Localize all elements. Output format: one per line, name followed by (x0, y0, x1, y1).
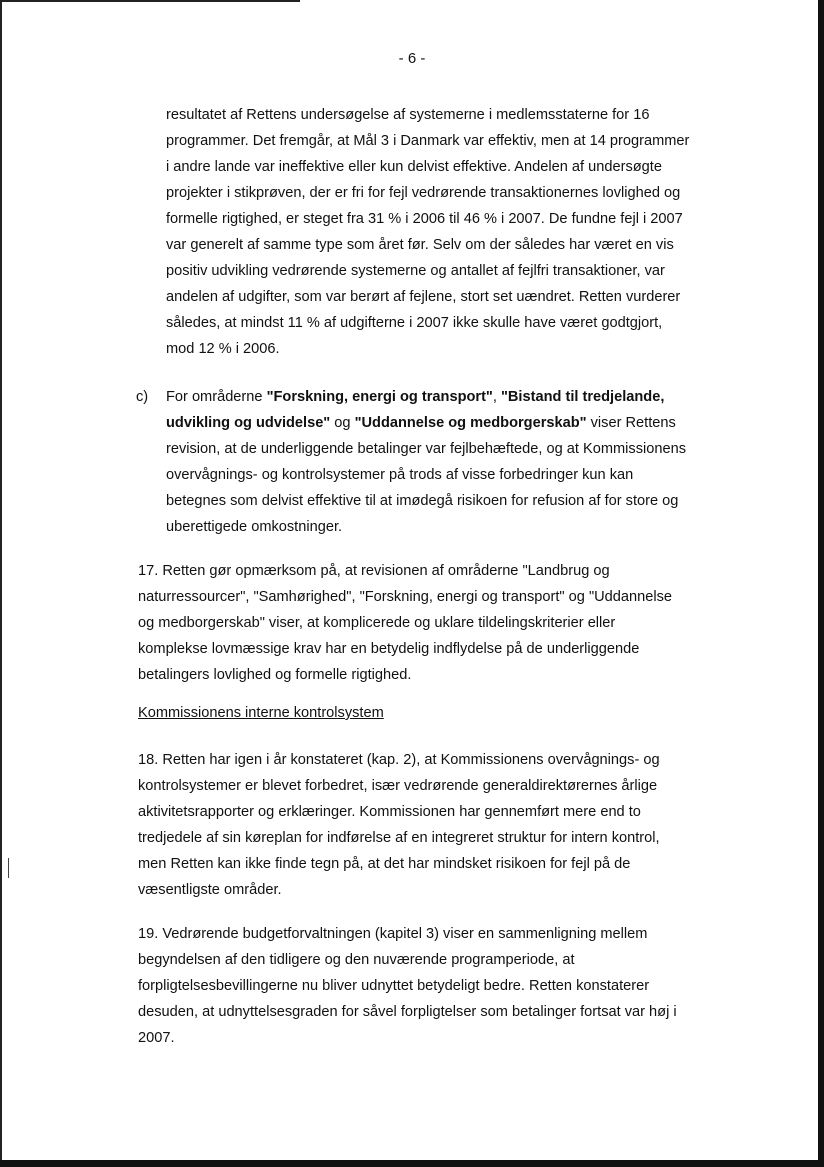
section-heading: Kommissionens interne kontrolsystem (138, 705, 384, 721)
text-line: således, at mindst 11 % af udgifterne i 2007 ikke skulle have været godtgjort, (166, 315, 663, 331)
text-line: i andre lande var ineffektive eller kun delvist effektive. Andelen af undersøgte (166, 159, 662, 175)
text-line: aktivitetsrapporter og erklæringer. Kommissionen har gennemført mere end to (138, 804, 641, 820)
scan-left-edge (0, 0, 2, 1167)
text-line: uberettigede omkostninger. (166, 519, 343, 535)
text-run: viser Rettens (586, 415, 676, 431)
text-line: 19. Vedrørende budgetforvaltningen (kapitel 3) viser en sammenligning mellem (138, 926, 648, 942)
text-line: 2007. (138, 1030, 175, 1046)
paragraph-continued (166, 102, 736, 362)
text-run: og (330, 415, 355, 431)
text-line: overvågnings- og kontrolsystemer på trods af visse forbedringer kun kan (166, 467, 634, 483)
text-line: desuden, at udnyttelsesgraden for såvel forpligtelser som betalinger fortsat var høj i (138, 1004, 677, 1020)
paragraph-18 (138, 747, 718, 903)
scan-margin-mark (8, 858, 9, 878)
text-run: For områderne (166, 389, 267, 405)
text-line: revision, at de underliggende betalinger var fejlbehæftede, og at Kommissionens (166, 441, 687, 457)
text-line: begyndelsen af den tidligere og den nuværende programperiode, at (138, 952, 575, 968)
bold-term: "Forskning, energi og transport" (266, 389, 493, 405)
text-line: projekter i stikprøven, der er fri for fejl vedrørende transaktionernes lovlighed og (166, 185, 681, 201)
scan-top-edge (0, 0, 300, 2)
text-line: komplekse lovmæssige krav har en betydelig indflydelse på de underliggende (138, 641, 640, 657)
bold-term: "Bistand til tredjelande, (500, 389, 665, 405)
text-line: naturressourcer", "Samhørighed", "Forskning, energi og transport" og "Uddannelse (138, 589, 673, 605)
text-line: 18. Retten har igen i år konstateret (kap. 2), at Kommissionens overvågnings- og (138, 752, 660, 768)
list-item-label: c) (136, 389, 149, 405)
text-run: , (492, 389, 501, 405)
text-line: og medborgerskab" viser, at komplicerede og uklare tildelingskriterier eller (138, 615, 616, 631)
text-line: forpligtelsesbevillingerne nu bliver udnyttet betydeligt bedre. Retten konstaterer (138, 978, 650, 994)
text-line: kontrolsystemer er blevet forbedret, især vedrørende generaldirektørernes årlige (138, 778, 658, 794)
page-number: - 6 - (398, 50, 426, 67)
scan-right-edge (818, 0, 824, 1167)
text-line: væsentligste områder. (138, 882, 282, 898)
text-line: positiv udvikling vedrørende systemerne og antallet af fejlfri transaktioner, var (166, 263, 665, 279)
list-item-body (166, 384, 726, 540)
bold-term: "Uddannelse og medborgerskab" (354, 415, 587, 431)
text-line: andelen af udgifter, som var berørt af fejlene, stort set uændret. Retten vurderer (166, 289, 681, 305)
text-line: resultatet af Rettens undersøgelse af systemerne i medlemsstaterne for 16 (166, 107, 650, 123)
text-line: men Retten kan ikke finde tegn på, at det har mindsket risikoen for fejl på de (138, 856, 631, 872)
paragraph-19 (138, 921, 718, 1051)
text-line: tredjedele af sin køreplan for indførelse af en integreret struktur for intern kontrol, (138, 830, 660, 846)
bold-term: udvikling og udvidelse" (166, 415, 331, 431)
text-line (166, 410, 726, 436)
text-line: mod 12 % i 2006. (166, 341, 280, 357)
text-line: programmer. Det fremgår, at Mål 3 i Danmark var effektiv, men at 14 programmer (166, 133, 690, 149)
text-line: var generelt af samme type som året før. Selv om der således har været en vis (166, 237, 674, 253)
paragraph-17 (138, 558, 718, 688)
text-line: formelle rigtighed, er steget fra 31 % i 2006 til 46 % i 2007. De fundne fejl i 2007 (166, 211, 683, 227)
text-line: betalingers lovlighed og formelle rigtighed. (138, 667, 412, 683)
text-line: betegnes som delvist effektive til at imødegå risikoen for refusion af for store og (166, 493, 679, 509)
scan-bottom-edge (0, 1160, 824, 1167)
text-line: 17. Retten gør opmærksom på, at revisionen af områderne "Landbrug og (138, 563, 610, 579)
text-line (166, 384, 726, 410)
